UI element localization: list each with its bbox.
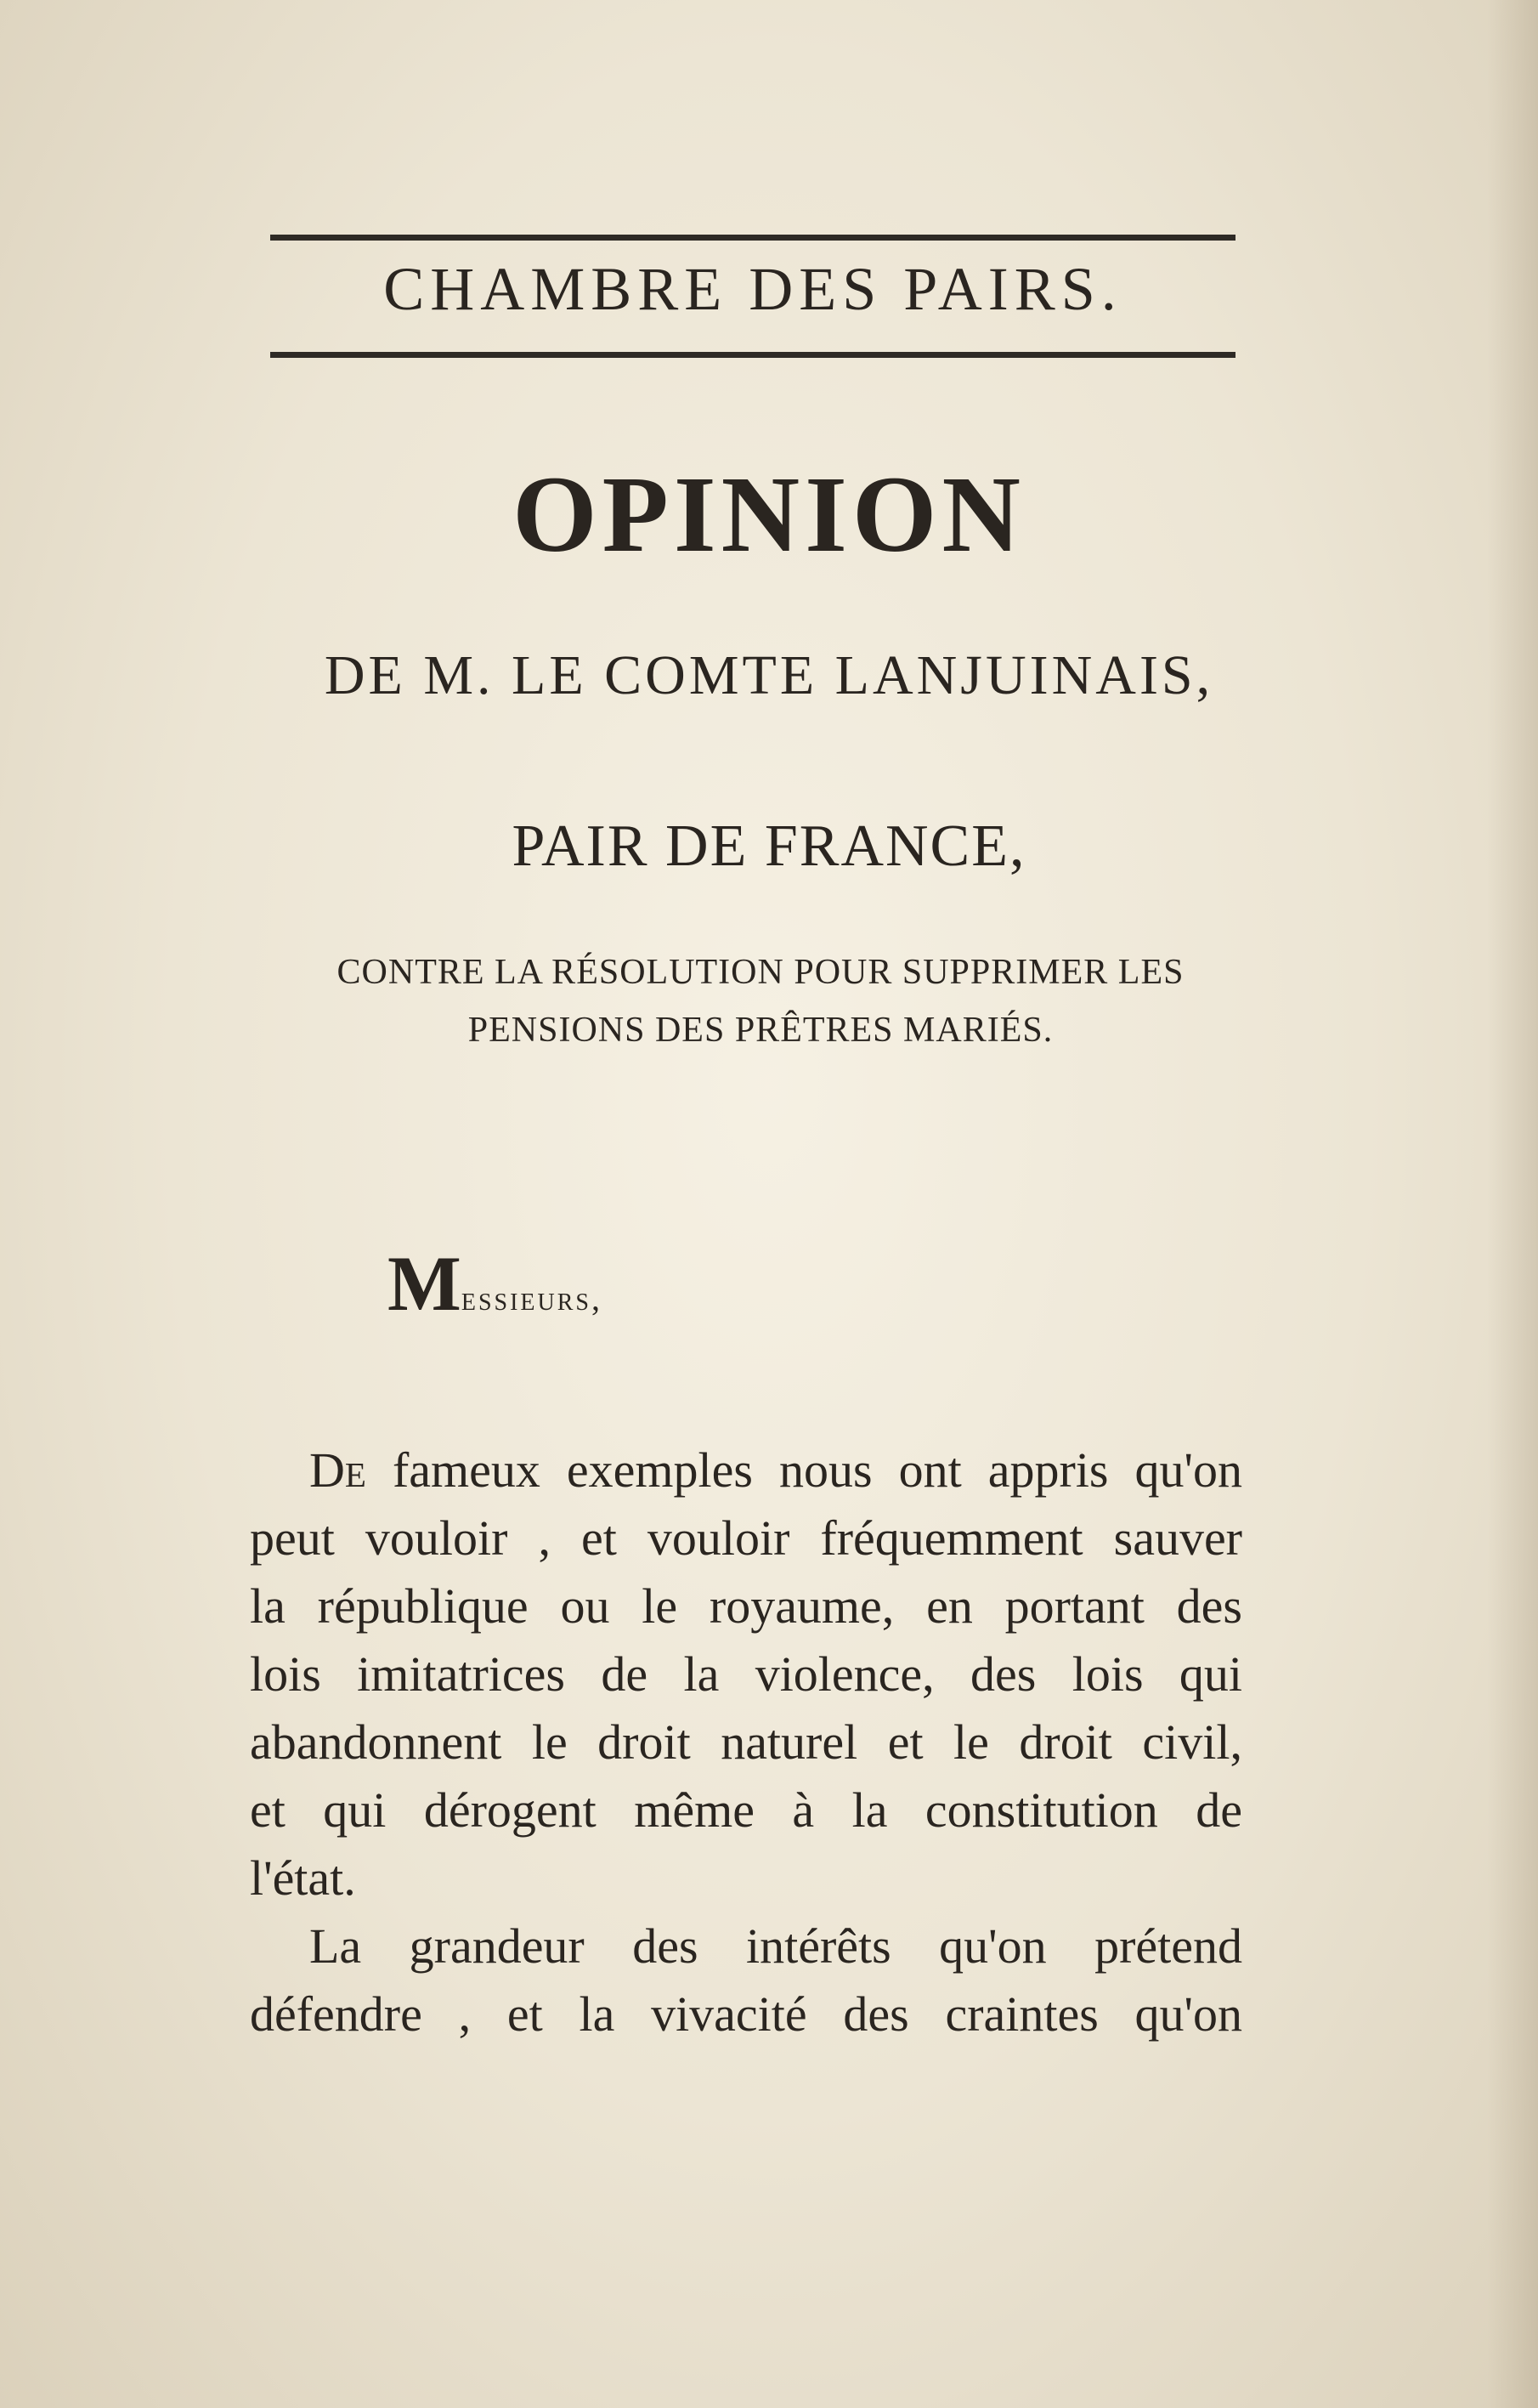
header-rule-bottom: [270, 352, 1235, 358]
body-text: [250, 1436, 1242, 2048]
paragraph1-line-7: l'état.: [250, 1850, 356, 1906]
paragraph2-line-2: défendre , et la vivacité des craintes qu'on: [250, 1986, 1242, 2042]
paragraph1-line-5: abandonnent le droit naturel et le droit civil,: [250, 1714, 1242, 1770]
author-line: DE M. LE COMTE LANJUINAIS,: [324, 644, 1214, 706]
paragraph1-line-6: et qui dérogent même à la constitution de: [250, 1782, 1242, 1838]
chamber-header: CHAMBRE DES PAIRS.: [383, 255, 1122, 323]
salutation-initial: M: [387, 1240, 461, 1327]
paragraph1-line-3: la république ou le royaume, en portant des: [250, 1578, 1242, 1634]
paragraph1-line-2: peut vouloir , et vouloir fréquemment sauver: [250, 1510, 1242, 1566]
paragraph1-line-1: [250, 1436, 1242, 1504]
page-edge-shadow: [1487, 0, 1538, 2408]
paragraph1-line-1-text: fameux exemples nous ont appris qu'on: [365, 1442, 1242, 1498]
topic-line-1: CONTRE LA RÉSOLUTION POUR SUPPRIMER LES: [336, 953, 1185, 992]
document-title: OPINION: [512, 454, 1026, 575]
header-rule-top: [270, 235, 1235, 241]
paragraph1-line-4: lois imitatrices de la violence, des lois qui: [250, 1646, 1242, 1702]
rank-line: PAIR DE FRANCE,: [512, 813, 1026, 879]
topic-block: [255, 943, 1266, 1059]
salutation-rest: essieurs,: [461, 1279, 602, 1317]
topic-line-2: PENSIONS DES PRÊTRES MARIÉS.: [467, 1011, 1054, 1050]
paragraph2-line-1: La grandeur des intérêts qu'on prétend: [309, 1918, 1242, 1974]
paragraph1-opening-word: De: [309, 1442, 366, 1498]
salutation: [387, 1240, 602, 1340]
